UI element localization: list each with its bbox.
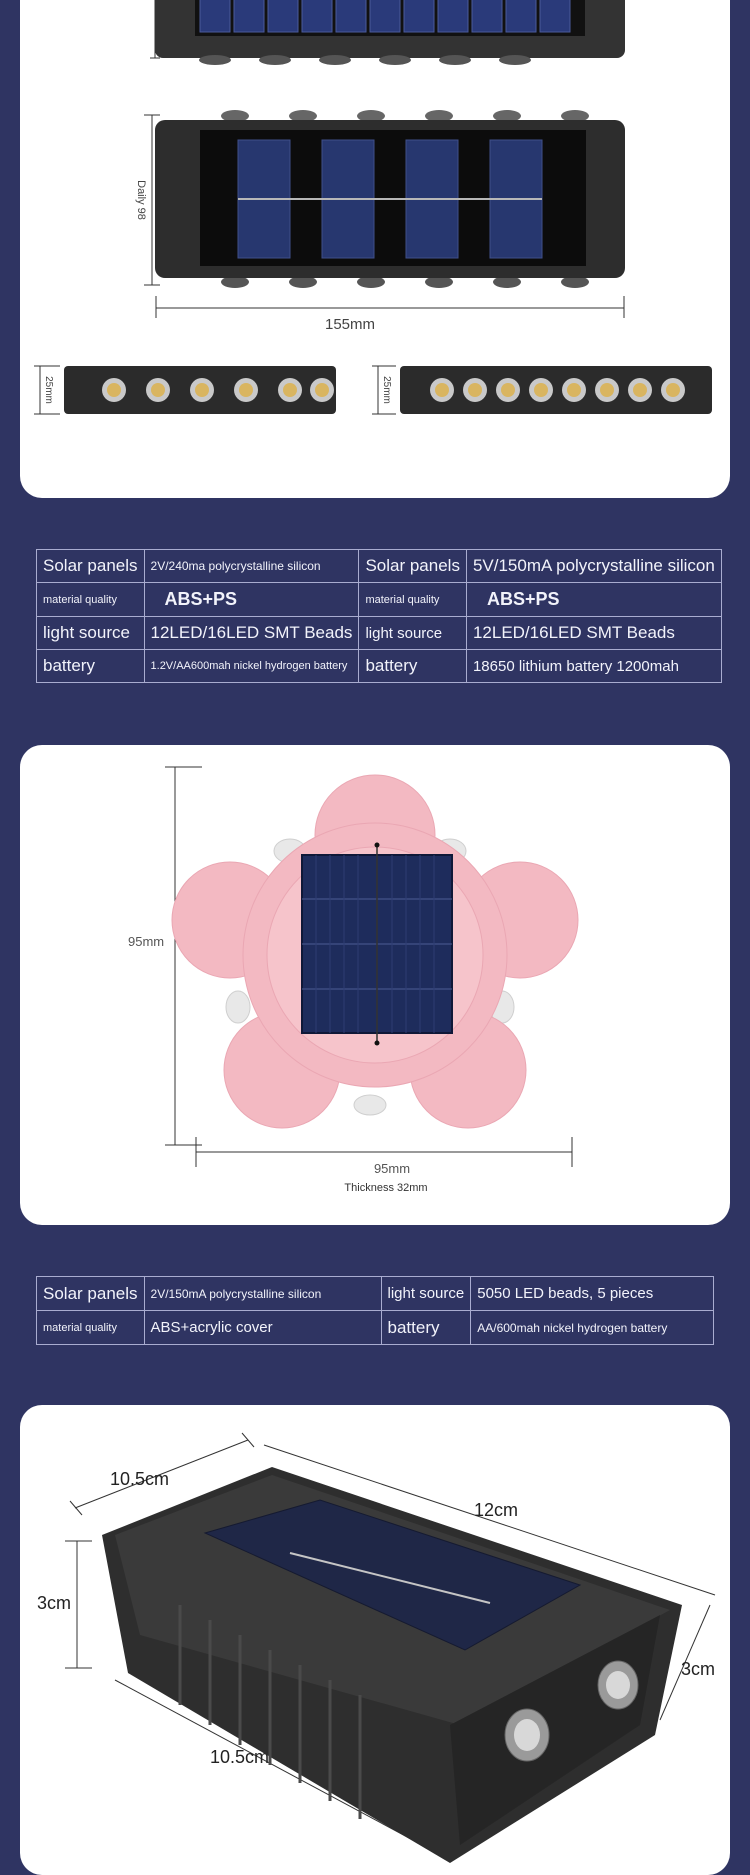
spec-value: ABS+PS — [144, 583, 359, 617]
table-row — [37, 550, 722, 583]
spec-table-flower — [36, 1276, 714, 1345]
width-dimension-label: 95mm — [373, 1161, 411, 1176]
table-row — [37, 1277, 714, 1311]
spec-value: ABS+PS — [466, 583, 721, 617]
spec-key: battery — [381, 1311, 471, 1345]
spec-table-rectangular — [36, 549, 722, 683]
width-dimension-label: 155mm — [324, 316, 376, 333]
thickness-label: Thickness 32mm — [344, 1182, 428, 1194]
left-height-dimension-label: 3cm — [37, 1593, 72, 1613]
spec-key: battery — [37, 650, 145, 683]
spec-value: 2V/240ma polycrystalline silicon — [144, 550, 359, 583]
top-left-dimension-label: 10.5cm — [110, 1469, 170, 1489]
right-height-dimension-label: 3cm — [681, 1659, 716, 1679]
spec-value: 2V/150mA polycrystalline silicon — [144, 1277, 381, 1311]
table-row — [37, 617, 722, 650]
spec-value: 12LED/16LED SMT Beads — [466, 617, 721, 650]
table-row — [37, 583, 722, 617]
spec-key: material quality — [359, 583, 467, 617]
spec-value: ABS+acrylic cover — [144, 1311, 381, 1345]
spec-key: material quality — [37, 1311, 145, 1345]
spec-key: light source — [359, 617, 467, 650]
spec-key: battery — [359, 650, 467, 683]
bottom-dimension-label: 10.5cm — [210, 1747, 270, 1767]
spec-value: 5V/150mA polycrystalline silicon — [466, 550, 721, 583]
table-row — [37, 650, 722, 683]
product-card-wedge-light — [20, 1405, 730, 1875]
product-card-flower-light — [20, 745, 730, 1225]
rectangular-lights-illustration — [20, 0, 730, 498]
strip-left-dimension-label: 25mm — [43, 376, 54, 404]
table-row — [37, 1311, 714, 1345]
spec-key: Solar panels — [37, 1277, 145, 1311]
top-right-dimension-label: 12cm — [474, 1500, 519, 1520]
spec-key: light source — [37, 617, 145, 650]
product-card-rectangular-lights — [20, 0, 730, 498]
spec-value: 18650 lithium battery 1200mah — [466, 650, 721, 683]
height-dimension-label: 95mm — [128, 934, 165, 949]
spec-value: 12LED/16LED SMT Beads — [144, 617, 359, 650]
height-dimension-label: Daily 98 — [135, 180, 147, 220]
strip-right-dimension-label: 25mm — [381, 376, 392, 404]
wedge-light-illustration — [20, 1405, 730, 1875]
flower-light-illustration — [20, 745, 730, 1225]
spec-value: AA/600mah nickel hydrogen battery — [471, 1311, 714, 1345]
spec-key: light source — [381, 1277, 471, 1311]
spec-value: 5050 LED beads, 5 pieces — [471, 1277, 714, 1311]
spec-key: Solar panels — [37, 550, 145, 583]
spec-key: Solar panels — [359, 550, 467, 583]
spec-value: 1.2V/AA600mah nickel hydrogen battery — [144, 650, 359, 683]
spec-key: material quality — [37, 583, 145, 617]
